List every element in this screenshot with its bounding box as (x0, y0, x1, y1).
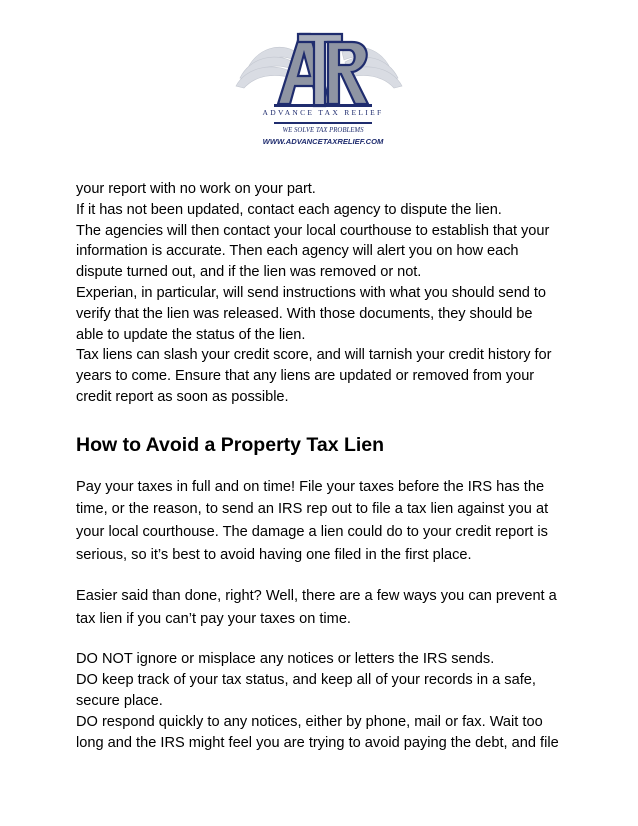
logo-rule-bottom (274, 122, 372, 124)
do-list-line: DO respond quickly to any notices, either by phone, mail or fax. Wait too (76, 713, 543, 730)
document-body (76, 179, 576, 753)
logo-website: WWW.ADVANCETAXRELIEF.COM (262, 137, 384, 146)
do-list-line: secure place. (76, 692, 163, 709)
paragraph-line: Easier said than done, right? Well, there are a few ways you can prevent a (76, 588, 557, 605)
body-line: your report with no work on your part. (76, 181, 316, 197)
atr-logo (226, 12, 412, 152)
body-line: dispute turned out, and if the lien was removed or not. (76, 264, 422, 281)
do-list-line: long and the IRS might feel you are trying to avoid paying the debt, and file (76, 734, 559, 751)
paragraph-line: time, or the reason, to send an IRS rep out to file a tax lien against you at (76, 501, 549, 518)
atr-logo-graphic (226, 12, 412, 152)
body-line: information is accurate. Then each agency will alert you on how each (76, 243, 519, 260)
atr-letters (278, 34, 368, 106)
logo-rule-top (274, 104, 372, 107)
body-line: Tax liens can slash your credit score, and will tarnish your credit history for (76, 347, 552, 364)
paragraph-line: serious, so it’s best to avoid having one filed in the first place. (76, 546, 472, 563)
logo-company: ADVANCE TAX RELIEF (262, 108, 384, 117)
do-list-line: DO keep track of your tax status, and keep all of your records in a safe, (76, 672, 536, 689)
paragraph-line: tax lien if you can’t pay your taxes on time. (76, 610, 351, 627)
paragraph-line: your local courthouse. The damage a lien could do to your credit report is (76, 523, 548, 540)
section-heading: How to Avoid a Property Tax Lien (76, 433, 385, 456)
logo-tagline: WE SOLVE TAX PROBLEMS (282, 127, 364, 134)
body-line: Experian, in particular, will send instructions with what you should send to (76, 284, 546, 301)
paragraph-line: Pay your taxes in full and on time! File your taxes before the IRS has the (76, 478, 545, 495)
body-line: years to come. Ensure that any liens are updated or removed from your (76, 368, 535, 385)
body-line: able to update the status of the lien. (76, 326, 306, 343)
body-line: verify that the lien was released. With those documents, they should be (76, 305, 533, 322)
do-list-line: DO NOT ignore or misplace any notices or letters the IRS sends. (76, 651, 495, 668)
body-line: credit report as soon as possible. (76, 388, 289, 405)
body-line: If it has not been updated, contact each agency to dispute the lien. (76, 201, 502, 218)
body-line: The agencies will then contact your local courthouse to establish that your (76, 222, 550, 239)
